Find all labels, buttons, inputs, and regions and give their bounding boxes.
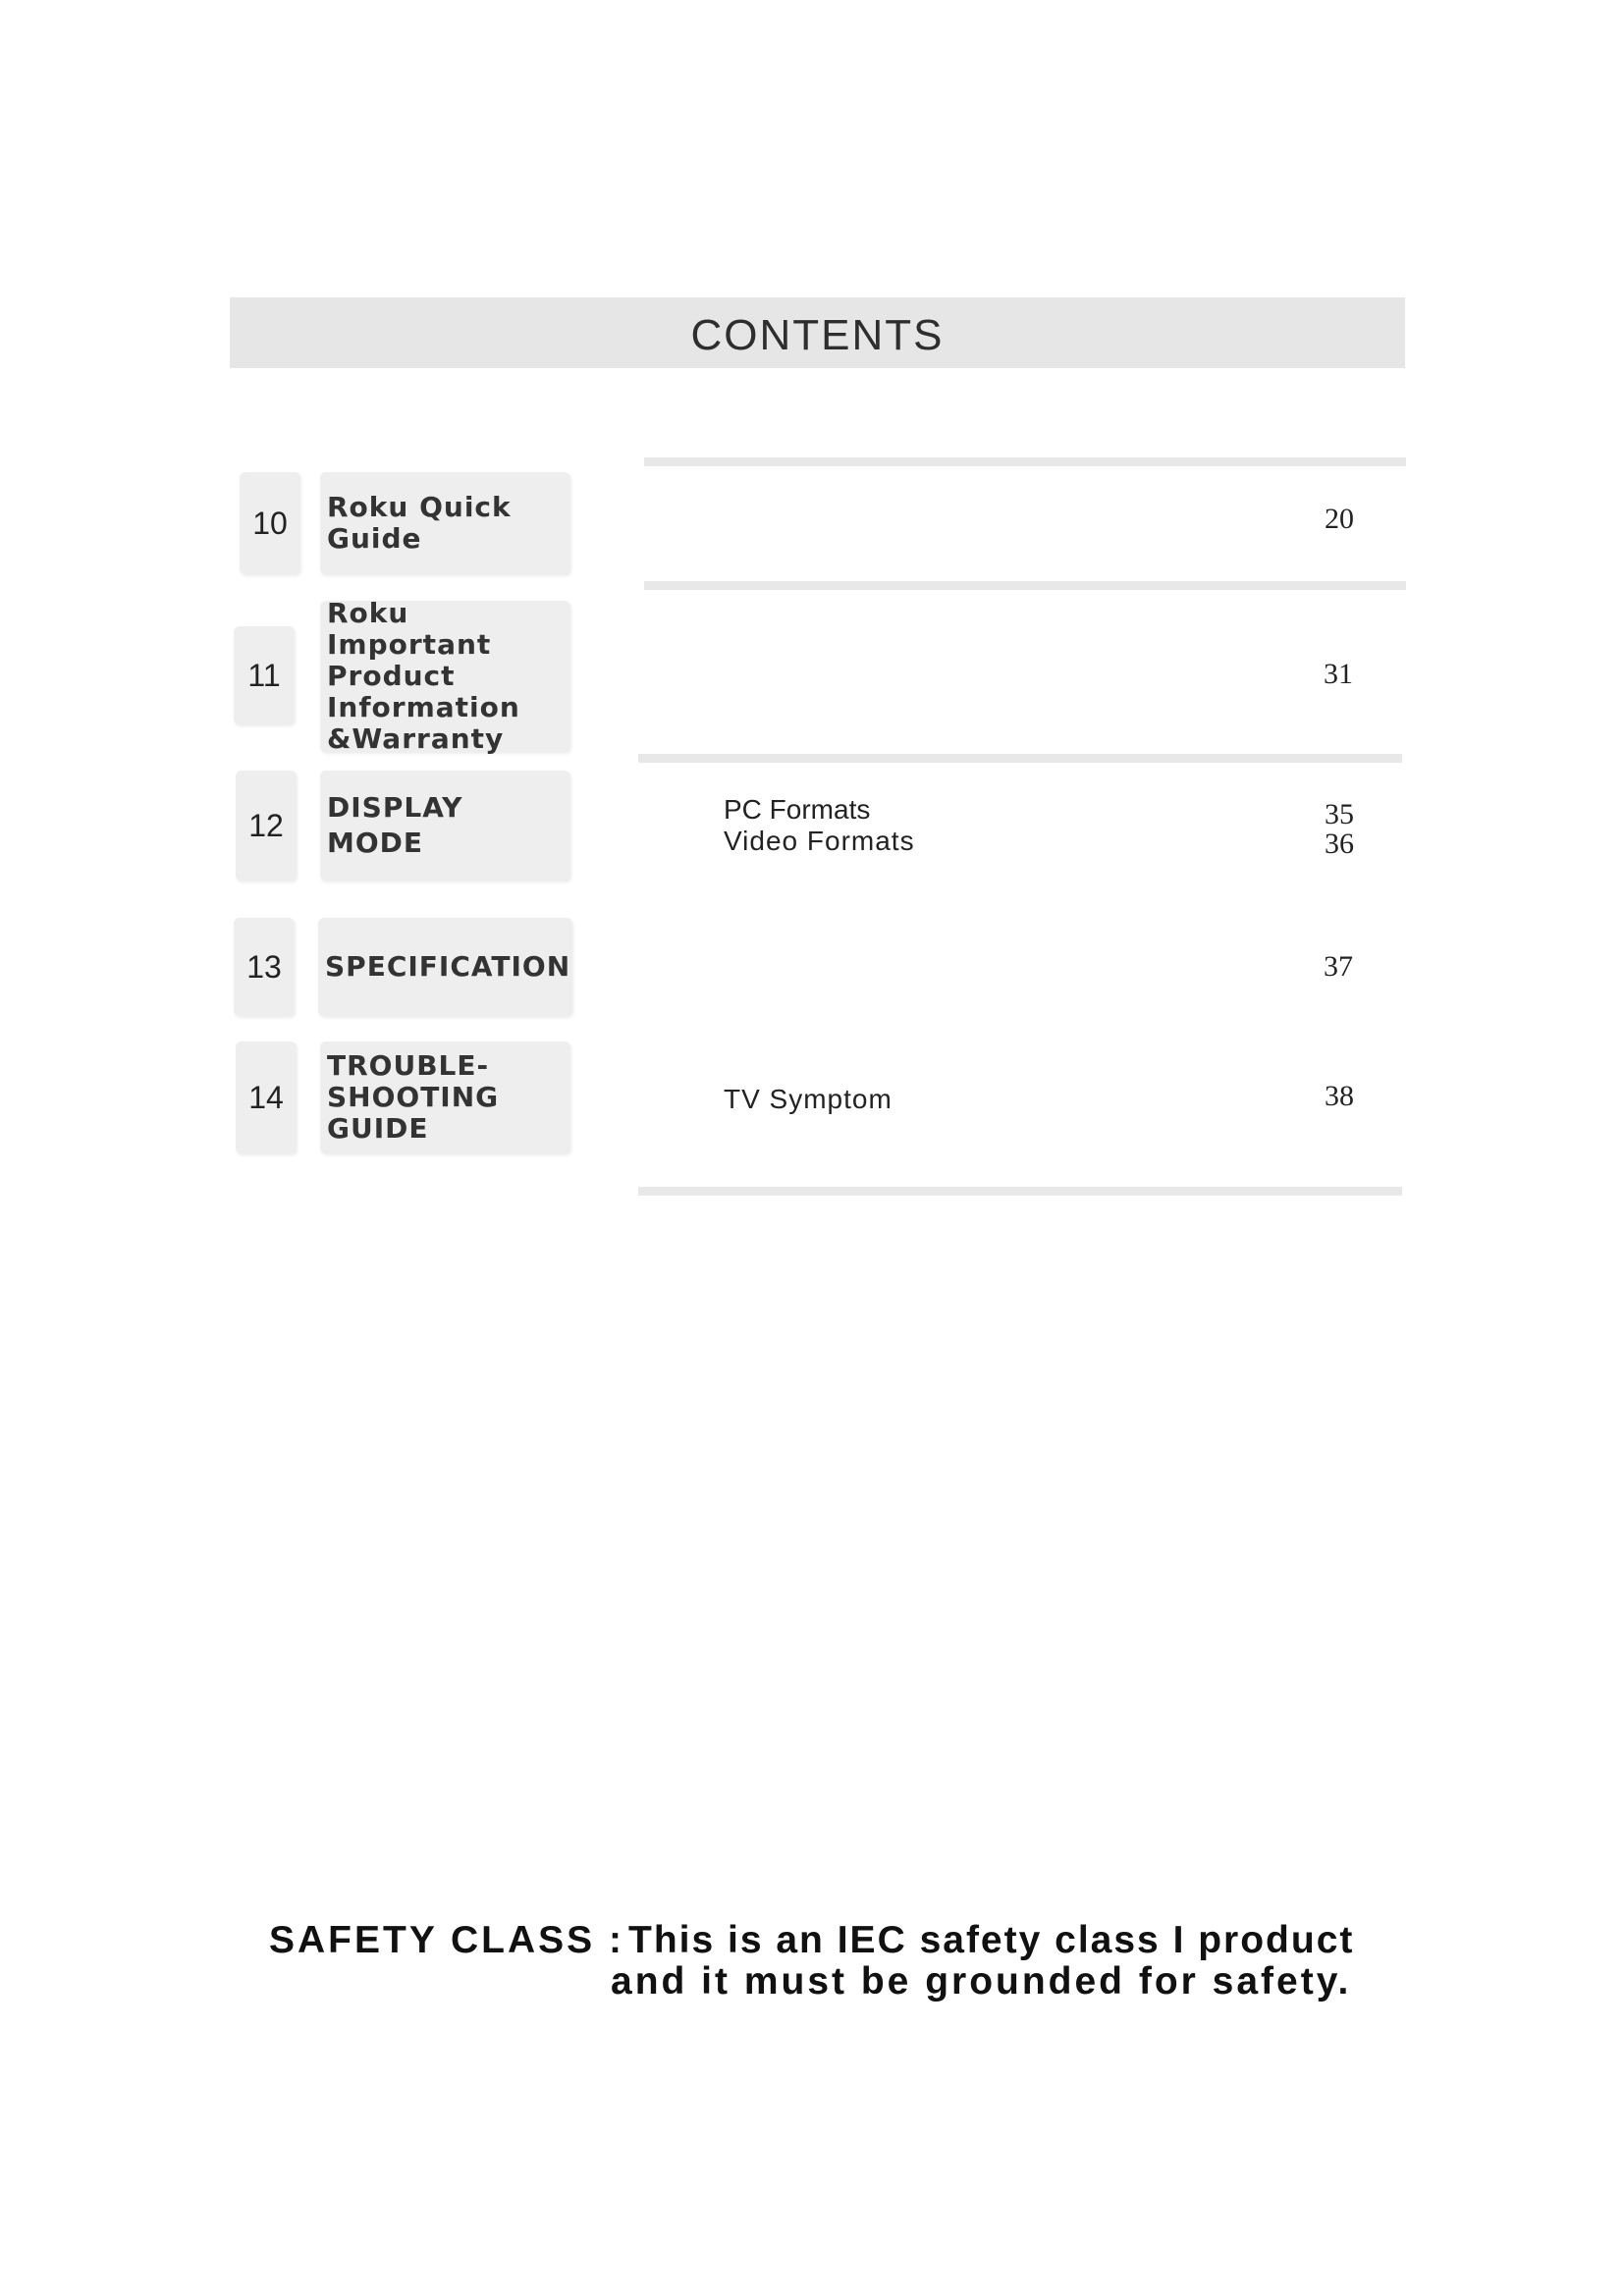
divider	[638, 1187, 1402, 1196]
page-number: 37	[1324, 950, 1353, 983]
page-number: 31	[1324, 658, 1353, 690]
safety-class-text-line2: and it must be grounded for safety.	[611, 1960, 1352, 2002]
section-number-14: 14	[236, 1041, 297, 1153]
section-title-text: SPECIFICATION	[325, 950, 571, 983]
toc-item-tv-symptom[interactable]: TV Symptom	[724, 1084, 893, 1114]
page-number: 38	[1325, 1080, 1354, 1112]
section-title-display-mode[interactable]	[320, 771, 570, 881]
section-number-11: 11	[234, 626, 295, 724]
section-title-text: Roku Quick Guide	[327, 491, 512, 555]
section-number-10: 10	[240, 472, 300, 574]
section-title-text: TROUBLE- SHOOTING GUIDE	[327, 1049, 500, 1145]
page-title: CONTENTS	[690, 311, 945, 359]
page-number: 35	[1325, 798, 1354, 830]
divider	[638, 754, 1402, 763]
section-number-12: 12	[236, 771, 297, 881]
section-title-text: DISPLAY MODE	[327, 791, 463, 859]
toc-item-video-formats[interactable]: Video Formats	[724, 826, 915, 856]
safety-class-label: SAFETY CLASS :	[269, 1919, 624, 1961]
section-title-troubleshooting-guide[interactable]	[320, 1041, 570, 1153]
section-number-13: 13	[234, 918, 295, 1016]
contents-header-bar	[230, 297, 1405, 368]
page-number: 36	[1325, 828, 1354, 860]
toc-item-pc-formats[interactable]: PC Formats	[724, 794, 871, 825]
section-title-specification[interactable]	[318, 918, 572, 1016]
divider	[644, 457, 1406, 466]
section-title-roku-quick-guide[interactable]	[320, 472, 570, 574]
section-title-roku-warranty[interactable]	[320, 597, 570, 755]
section-title-text: Roku Important Product Information &Warranty	[327, 597, 520, 755]
safety-class-text: This is an IEC safety class I product	[628, 1919, 1355, 1961]
page-number: 20	[1325, 503, 1354, 535]
divider	[644, 581, 1406, 590]
